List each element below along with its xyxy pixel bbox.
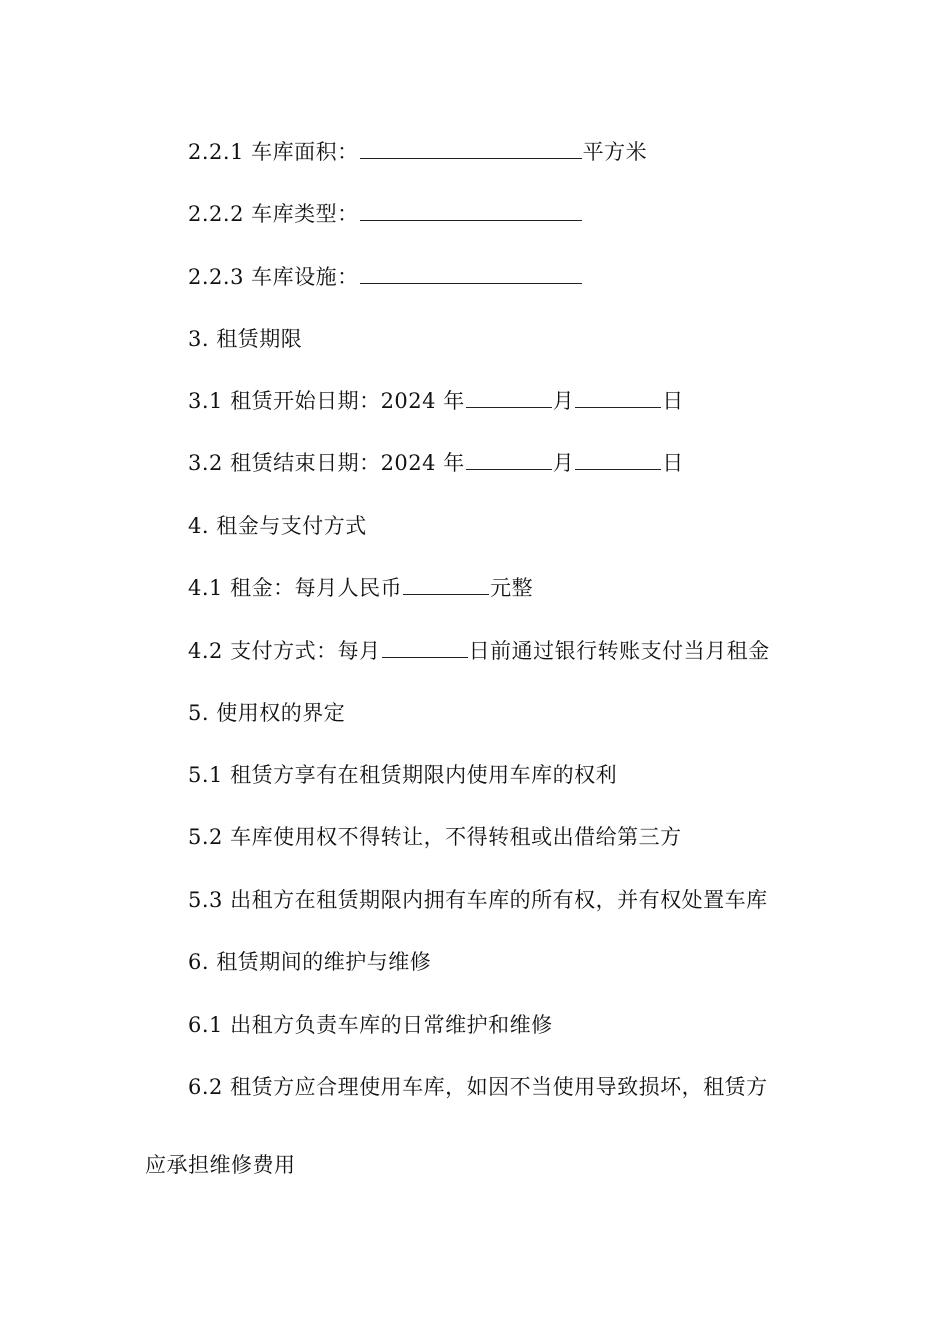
clause-3-2-end-date	[188, 448, 684, 478]
clause-4-2-payment-method	[188, 636, 770, 666]
section-5-heading: 5. 使用权的界定	[188, 701, 346, 725]
clause-text: 4.2 支付方式：每月	[188, 639, 381, 663]
clause-unit: 平方米	[582, 140, 648, 164]
blank-field	[466, 449, 552, 470]
blank-field	[403, 574, 489, 595]
clause-6-1: 6.1 出租方负责车库的日常维护和维修	[188, 1013, 553, 1037]
clause-5-2: 5.2 车库使用权不得转让，不得转租或出借给第三方	[188, 825, 682, 849]
clause-text: 4.1 租金：每月人民币	[188, 576, 403, 600]
section-3-heading: 3. 租赁期限	[188, 327, 303, 351]
date-month-label: 月	[552, 389, 575, 413]
clause-5-1: 5.1 租赁方享有在租赁期限内使用车库的权利	[188, 763, 618, 787]
section-4-heading: 4. 租金与支付方式	[188, 514, 367, 538]
clause-text: 2.2.1 车库面积：	[188, 140, 359, 164]
date-day-label: 日	[662, 389, 684, 413]
blank-field	[466, 387, 552, 408]
clause-2-2-1-garage-area	[188, 137, 647, 167]
blank-field	[382, 637, 468, 658]
clause-4-1-rent	[188, 573, 533, 603]
blank-field	[575, 449, 661, 470]
clause-2-2-2-garage-type	[188, 199, 583, 229]
clause-unit: 元整	[490, 576, 534, 600]
blank-field	[360, 138, 582, 159]
blank-field	[360, 200, 582, 221]
clause-5-3: 5.3 出租方在租赁期限内拥有车库的所有权，并有权处置车库	[188, 888, 768, 912]
clause-2-2-3-garage-facilities	[188, 262, 583, 292]
clause-text: 2.2.3 车库设施：	[188, 265, 359, 289]
date-day-label: 日	[662, 451, 684, 475]
clause-text: 2.2.2 车库类型：	[188, 202, 359, 226]
blank-field	[575, 387, 661, 408]
clause-6-2-continuation: 应承担维修费用	[145, 1153, 296, 1177]
blank-field	[360, 263, 582, 284]
clause-6-2: 6.2 租赁方应合理使用车库，如因不当使用导致损坏，租赁方	[188, 1075, 768, 1099]
date-month-label: 月	[552, 451, 575, 475]
clause-text-tail: 日前通过银行转账支付当月租金	[468, 639, 770, 663]
clause-3-1-start-date	[188, 386, 684, 416]
clause-text: 3.2 租赁结束日期：2024 年	[188, 451, 465, 475]
section-6-heading: 6. 租赁期间的维护与维修	[188, 950, 432, 974]
clause-text: 3.1 租赁开始日期：2024 年	[188, 389, 465, 413]
